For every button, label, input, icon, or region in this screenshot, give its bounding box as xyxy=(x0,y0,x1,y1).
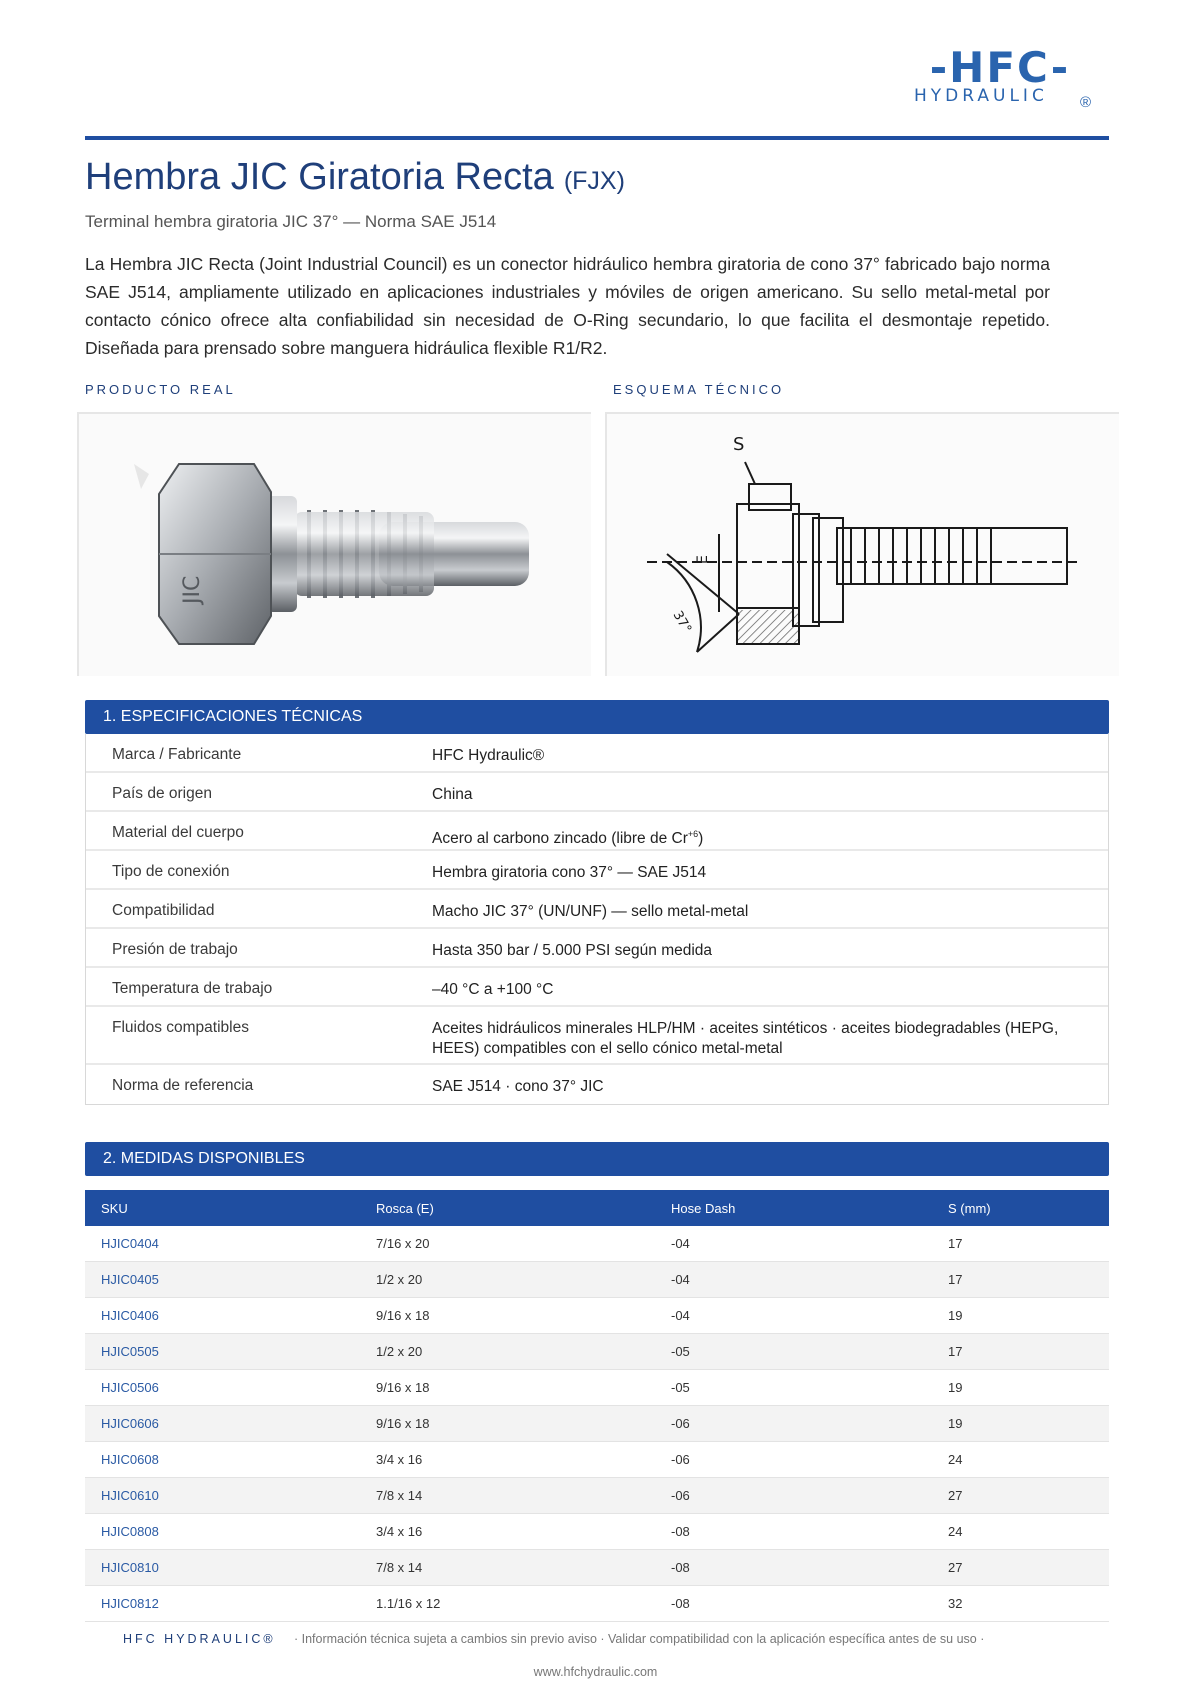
specs-table xyxy=(85,734,1109,1105)
spec-value-tail: ) xyxy=(698,830,704,848)
table-row xyxy=(85,1550,1109,1586)
hex-size-cell: 19 xyxy=(932,1406,1109,1442)
spec-key: País de origen xyxy=(112,785,212,802)
hose-dash-cell: -04 xyxy=(655,1298,932,1334)
spec-row xyxy=(86,890,1108,929)
thread-cell: 7/8 x 14 xyxy=(360,1550,655,1586)
spec-value xyxy=(432,890,1108,927)
sizes-section-header: 2. MEDIDAS DISPONIBLES xyxy=(85,1142,1109,1176)
hose-dash-cell: -06 xyxy=(655,1406,932,1442)
thread-cell: 9/16 x 18 xyxy=(360,1370,655,1406)
hose-dash-cell: -04 xyxy=(655,1226,932,1262)
table-row xyxy=(85,1298,1109,1334)
header-divider xyxy=(85,136,1109,140)
title-text: Hembra JIC Giratoria Recta xyxy=(85,156,554,198)
sku-cell: HJIC0505 xyxy=(85,1334,360,1370)
sizes-header-row xyxy=(85,1190,1109,1226)
spec-value-text: SAE J514 · cono 37° JIC xyxy=(432,1078,604,1095)
table-row xyxy=(85,1478,1109,1514)
spec-value xyxy=(432,968,1108,1005)
table-row xyxy=(85,1334,1109,1370)
spec-value-text: China xyxy=(432,786,473,803)
hose-dash-cell: -08 xyxy=(655,1514,932,1550)
spec-value xyxy=(432,851,1108,888)
schema-image-label: ESQUEMA TÉCNICO xyxy=(613,382,785,397)
sizes-table xyxy=(85,1190,1109,1622)
hose-dash-cell: -04 xyxy=(655,1262,932,1298)
logo-main-text: -HFC- xyxy=(929,43,1071,92)
spec-row xyxy=(86,968,1108,1007)
thread-cell: 1/2 x 20 xyxy=(360,1262,655,1298)
logo-sub-text: HYDRAULIC xyxy=(914,86,1048,106)
sku-cell: HJIC0812 xyxy=(85,1586,360,1622)
spec-key: Marca / Fabricante xyxy=(112,746,242,763)
thread-cell: 9/16 x 18 xyxy=(360,1406,655,1442)
sku-cell: HJIC0404 xyxy=(85,1226,360,1262)
footer-note: · Información técnica sujeta a cambios sin previo aviso · Validar compatibilidad con la aplicación específica antes de su uso · xyxy=(294,1632,985,1646)
table-row xyxy=(85,1262,1109,1298)
spec-row xyxy=(86,929,1108,968)
page-subtitle: Terminal hembra giratoria JIC 37° — Norma SAE J514 xyxy=(85,212,497,231)
svg-text:JIC: JIC xyxy=(180,575,205,604)
column-header: Hose Dash xyxy=(655,1190,932,1226)
hex-size-cell: 17 xyxy=(932,1334,1109,1370)
spec-value xyxy=(432,929,1108,966)
sku-cell: HJIC0405 xyxy=(85,1262,360,1298)
spec-value xyxy=(432,734,1108,771)
hex-size-cell: 27 xyxy=(932,1478,1109,1514)
hose-dash-cell: -06 xyxy=(655,1478,932,1514)
thread-cell: 1/2 x 20 xyxy=(360,1334,655,1370)
sku-cell: HJIC0810 xyxy=(85,1550,360,1586)
spec-row xyxy=(86,851,1108,890)
hex-size-cell: 32 xyxy=(932,1586,1109,1622)
sku-cell: HJIC0610 xyxy=(85,1478,360,1514)
spec-value-text: Macho JIC 37° (UN/UNF) — sello metal-metal xyxy=(432,903,749,920)
spec-value-text: HFC Hydraulic® xyxy=(432,747,545,764)
spec-value-superscript: +6 xyxy=(687,829,699,839)
footer-url[interactable]: www.hfchydraulic.com xyxy=(533,1665,658,1679)
hose-dash-cell: -06 xyxy=(655,1442,932,1478)
sku-cell: HJIC0808 xyxy=(85,1514,360,1550)
spec-key: Compatibilidad xyxy=(112,902,215,919)
spec-value-text: Hembra giratoria cono 37° — SAE J514 xyxy=(432,864,707,881)
logo-registered-mark: ® xyxy=(1080,94,1092,111)
schema-angle-label: 37° xyxy=(669,608,695,636)
table-row xyxy=(85,1514,1109,1550)
thread-cell: 1.1/16 x 12 xyxy=(360,1586,655,1622)
hose-dash-cell: -05 xyxy=(655,1370,932,1406)
spec-key: Norma de referencia xyxy=(112,1077,254,1094)
hex-size-cell: 27 xyxy=(932,1550,1109,1586)
product-code: (FJX) xyxy=(563,167,625,195)
spec-row xyxy=(86,734,1108,773)
product-image-label: PRODUCTO REAL xyxy=(85,382,236,397)
thread-cell: 3/4 x 16 xyxy=(360,1442,655,1478)
spec-row xyxy=(86,1065,1108,1104)
thread-cell: 7/8 x 14 xyxy=(360,1478,655,1514)
spec-row xyxy=(86,773,1108,812)
specs-section-header: 1. ESPECIFICACIONES TÉCNICAS xyxy=(85,700,1109,734)
spec-value xyxy=(432,812,1108,849)
sku-cell: HJIC0608 xyxy=(85,1442,360,1478)
hose-dash-cell: -08 xyxy=(655,1550,932,1586)
spec-key: Presión de trabajo xyxy=(112,941,238,958)
table-row xyxy=(85,1586,1109,1622)
spec-value-text: –40 °C a +100 °C xyxy=(432,981,554,998)
hex-size-cell: 19 xyxy=(932,1370,1109,1406)
thread-cell: 7/16 x 20 xyxy=(360,1226,655,1262)
spec-key: Material del cuerpo xyxy=(112,824,244,841)
table-row xyxy=(85,1406,1109,1442)
table-row xyxy=(85,1370,1109,1406)
sku-cell: HJIC0606 xyxy=(85,1406,360,1442)
table-row xyxy=(85,1442,1109,1478)
spec-value-text: Hasta 350 bar / 5.000 PSI según medida xyxy=(432,942,713,959)
fitting-schema-icon xyxy=(607,414,1119,676)
hex-size-cell: 24 xyxy=(932,1514,1109,1550)
hfc-logo xyxy=(900,44,1100,124)
spec-row xyxy=(86,1007,1108,1065)
product-description: La Hembra JIC Recta (Joint Industrial Council) es un conector hidráulico hembra giratoria de cono 37° fabricado bajo norma SAE J514, ampliamente utilizado en aplicaciones industriales y móviles de origen americano. Su sello metal-metal por contacto cónico ofrece alta confiabilidad sin necesidad de O-Ring secundario, lo que facilita el desmontaje repetido. Diseñada para prensado sobre manguera hidráulica flexible R1/R2. xyxy=(85,254,1050,358)
spec-value-text: Acero al carbono zincado (libre de Cr xyxy=(432,830,688,848)
hose-dash-cell: -08 xyxy=(655,1586,932,1622)
spec-key: Tipo de conexión xyxy=(112,863,230,880)
hex-size-cell: 17 xyxy=(932,1226,1109,1262)
spec-row xyxy=(86,812,1108,851)
page-title xyxy=(85,156,625,199)
schema-s-label: S xyxy=(733,434,745,455)
hex-size-cell: 17 xyxy=(932,1262,1109,1298)
footer-brand: HFC HYDRAULIC® xyxy=(123,1632,276,1646)
column-header: S (mm) xyxy=(932,1190,1109,1226)
spec-value xyxy=(432,1065,1108,1104)
thread-cell: 9/16 x 18 xyxy=(360,1298,655,1334)
table-row xyxy=(85,1226,1109,1262)
thread-cell: 3/4 x 16 xyxy=(360,1514,655,1550)
schema-e-label: E xyxy=(695,555,711,564)
spec-value xyxy=(432,773,1108,810)
fitting-photo-icon xyxy=(79,414,591,676)
hex-size-cell: 24 xyxy=(932,1442,1109,1478)
column-header: Rosca (E) xyxy=(360,1190,655,1226)
hex-size-cell: 19 xyxy=(932,1298,1109,1334)
spec-key: Temperatura de trabajo xyxy=(112,980,273,997)
product-photo xyxy=(77,412,591,676)
column-header: SKU xyxy=(85,1190,360,1226)
spec-value-text: Aceites hidráulicos minerales HLP/HM · aceites sintéticos · aceites biodegradables (HEPG, HEES) compatibles con el sello cónico metal-metal xyxy=(432,1020,1059,1057)
spec-value xyxy=(432,1007,1108,1063)
hose-dash-cell: -05 xyxy=(655,1334,932,1370)
sku-cell: HJIC0406 xyxy=(85,1298,360,1334)
technical-schema xyxy=(605,412,1119,676)
spec-key: Fluidos compatibles xyxy=(112,1019,249,1036)
sku-cell: HJIC0506 xyxy=(85,1370,360,1406)
